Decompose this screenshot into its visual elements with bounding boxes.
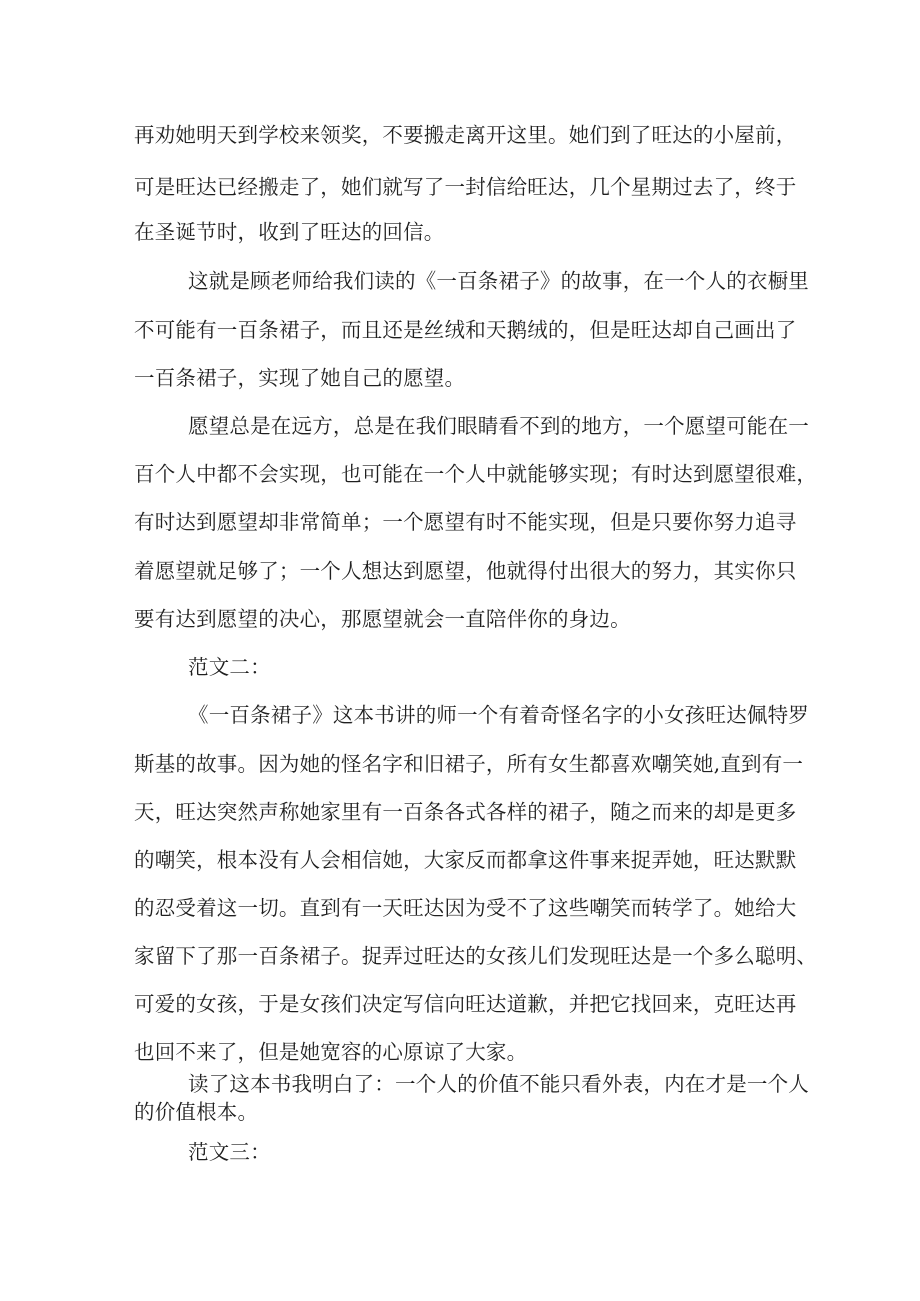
paragraph-line: 一百条裙子，实现了她自己的愿望。 <box>134 366 466 390</box>
paragraph-line: 可是旺达已经搬走了，她们就写了一封信给旺达，几个星期过去了，终于 <box>134 175 797 199</box>
paragraph-line: 百个人中都不会实现，也可能在一个人中就能够实现；有时达到愿望很难， <box>134 462 818 486</box>
paragraph-line: 不可能有一百条裙子，而且还是丝绒和天鹅绒的，但是旺达却自己画出了 <box>134 318 797 342</box>
paragraph-line: 在圣诞节时，收到了旺达的回信。 <box>134 220 445 244</box>
paragraph-line: 有时达到愿望却非常简单；一个愿望有时不能实现，但是只要你努力追寻 <box>134 510 797 534</box>
paragraph-line: 斯基的故事。因为她的怪名字和旧裙子，所有女生都喜欢嘲笑她,直到有一 <box>134 752 804 776</box>
paragraph-line: 愿望总是在远方，总是在我们眼睛看不到的地方，一个愿望可能在一 <box>188 414 809 438</box>
paragraph-line: 也回不来了，但是她宽容的心原谅了大家。 <box>134 1040 528 1064</box>
paragraph-line: 可爱的女孩，于是女孩们决定写信向旺达道歉，并把它找回来，克旺达再 <box>134 992 797 1016</box>
paragraph-line: 的忍受着这一切。直到有一天旺达因为受不了这些嘲笑而转学了。她给大 <box>134 896 797 920</box>
paragraph-line: 家留下了那一百条裙子。捉弄过旺达的女孩儿们发现旺达是一个多么聪明、 <box>134 944 818 968</box>
section-heading-fanwen-2: 范文二： <box>188 655 271 679</box>
paragraph-line: 《一百条裙子》这本书讲的师一个有着奇怪名字的小女孩旺达佩特罗 <box>188 703 809 727</box>
paragraph-line: 天，旺达突然声称她家里有一百条各式各样的裙子，随之而来的却是更多 <box>134 800 797 824</box>
paragraph-line: 这就是顾老师给我们读的《一百条裙子》的故事，在一个人的衣橱里 <box>188 269 809 293</box>
section-heading-fanwen-3: 范文三： <box>188 1140 271 1164</box>
paragraph-line: 要有达到愿望的决心，那愿望就会一直陪伴你的身边。 <box>134 607 631 631</box>
paragraph-line: 着愿望就足够了；一个人想达到愿望，他就得付出很大的努力，其实你只 <box>134 559 797 583</box>
paragraph-line: 的价值根本。 <box>134 1100 259 1124</box>
paragraph-line: 读了这本书我明白了：一个人的价值不能只看外表，内在才是一个人 <box>188 1072 809 1096</box>
paragraph-line: 再劝她明天到学校来领奖，不要搬走离开这里。她们到了旺达的小屋前， <box>134 123 797 147</box>
paragraph-line: 的嘲笑，根本没有人会相信她，大家反而都拿这件事来捉弄她，旺达默默 <box>134 848 797 872</box>
